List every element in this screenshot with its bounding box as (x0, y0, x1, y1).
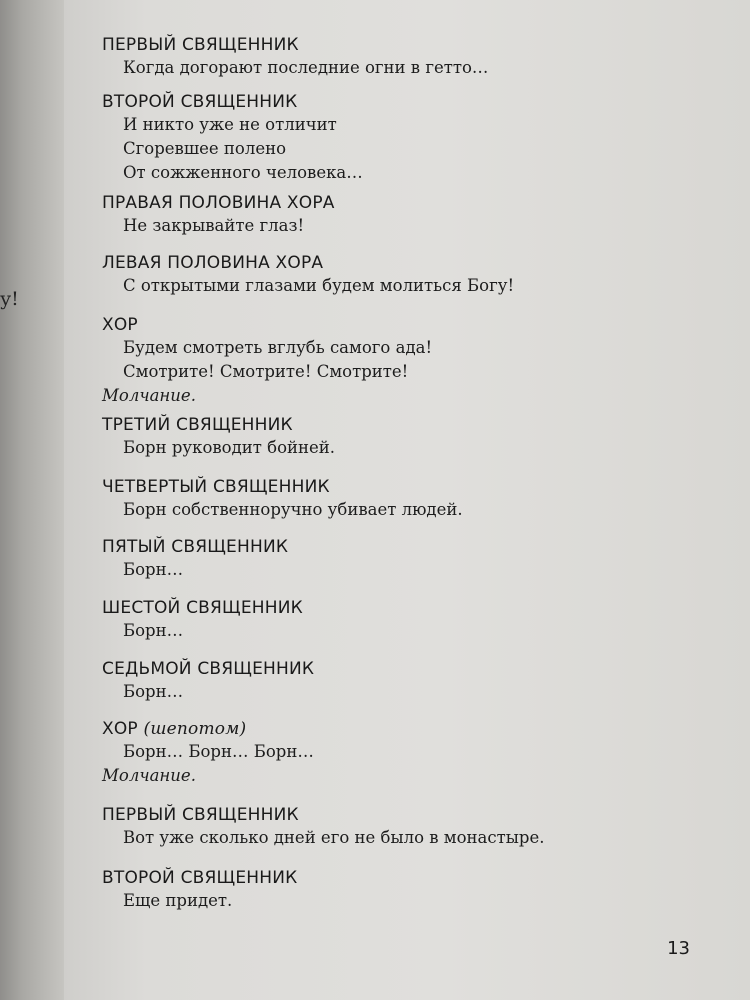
speaker-name: ШЕСТОЙ СВЯЩЕННИК (102, 598, 303, 618)
speech-block (102, 658, 314, 704)
speech-block (102, 252, 514, 298)
speaker-name: ХОР (102, 315, 138, 335)
speaker-name: ПРАВАЯ ПОЛОВИНА ХОРА (102, 193, 335, 213)
stage-direction-inline: (шепотом) (143, 719, 247, 739)
book-page (64, 0, 750, 1000)
speech-block (102, 476, 463, 522)
speaker-name: ВТОРОЙ СВЯЩЕННИК (102, 92, 298, 112)
speech-block (102, 91, 363, 185)
stage-direction: Молчание. (102, 766, 196, 785)
speaker-name: ПЯТЫЙ СВЯЩЕННИК (102, 537, 289, 557)
speaker-name: ПЕРВЫЙ СВЯЩЕННИК (102, 35, 299, 55)
dialogue-line: С открытыми глазами будем молиться Богу! (123, 276, 515, 295)
dialogue-line: От сожженного человека… (123, 163, 363, 182)
dialogue-line: Будем смотреть вглубь самого ада! (123, 338, 433, 357)
speech-block (102, 34, 488, 80)
speaker-name: ХОР (шепотом) (102, 719, 247, 739)
speaker-name: ЛЕВАЯ ПОЛОВИНА ХОРА (102, 253, 324, 273)
speech-block (102, 867, 297, 913)
dialogue-line: Борн… (123, 560, 184, 579)
dialogue-line: Борн руководит бойней. (123, 438, 336, 457)
dialogue-line: Когда догорают последние огни в гетто… (123, 58, 489, 77)
speech-block (102, 314, 432, 408)
dialogue-line: Борн… Борн… Борн… (123, 742, 314, 761)
speech-block (102, 804, 544, 850)
speaker-name: ПЕРВЫЙ СВЯЩЕННИК (102, 805, 299, 825)
dialogue-line: Смотрите! Смотрите! Смотрите! (123, 362, 409, 381)
facing-page-fragment: у! (0, 288, 19, 310)
speaker-name: ЧЕТВЕРТЫЙ СВЯЩЕННИК (102, 477, 330, 497)
dialogue-line: Борн собственноручно убивает людей. (123, 500, 463, 519)
dialogue-line: Борн… (123, 621, 184, 640)
speech-block (102, 536, 288, 582)
speaker-name: СЕДЬМОЙ СВЯЩЕННИК (102, 659, 315, 679)
speaker-name: ВТОРОЙ СВЯЩЕННИК (102, 868, 298, 888)
dialogue-line: Борн… (123, 682, 184, 701)
facing-page-edge (0, 0, 64, 1000)
speech-block (102, 414, 335, 460)
speaker-name: ТРЕТИЙ СВЯЩЕННИК (102, 415, 293, 435)
page-number: 13 (667, 938, 690, 959)
dialogue-line: Сгоревшее полено (123, 139, 287, 158)
dialogue-line: И никто уже не отличит (123, 115, 337, 134)
speech-block (102, 718, 314, 788)
stage-direction: Молчание. (102, 386, 196, 405)
dialogue-line: Не закрывайте глаз! (123, 216, 305, 235)
dialogue-line: Вот уже сколько дней его не было в монастыре. (123, 828, 545, 847)
speech-block (102, 597, 303, 643)
speech-block (102, 192, 335, 238)
dialogue-line: Еще придет. (123, 891, 233, 910)
